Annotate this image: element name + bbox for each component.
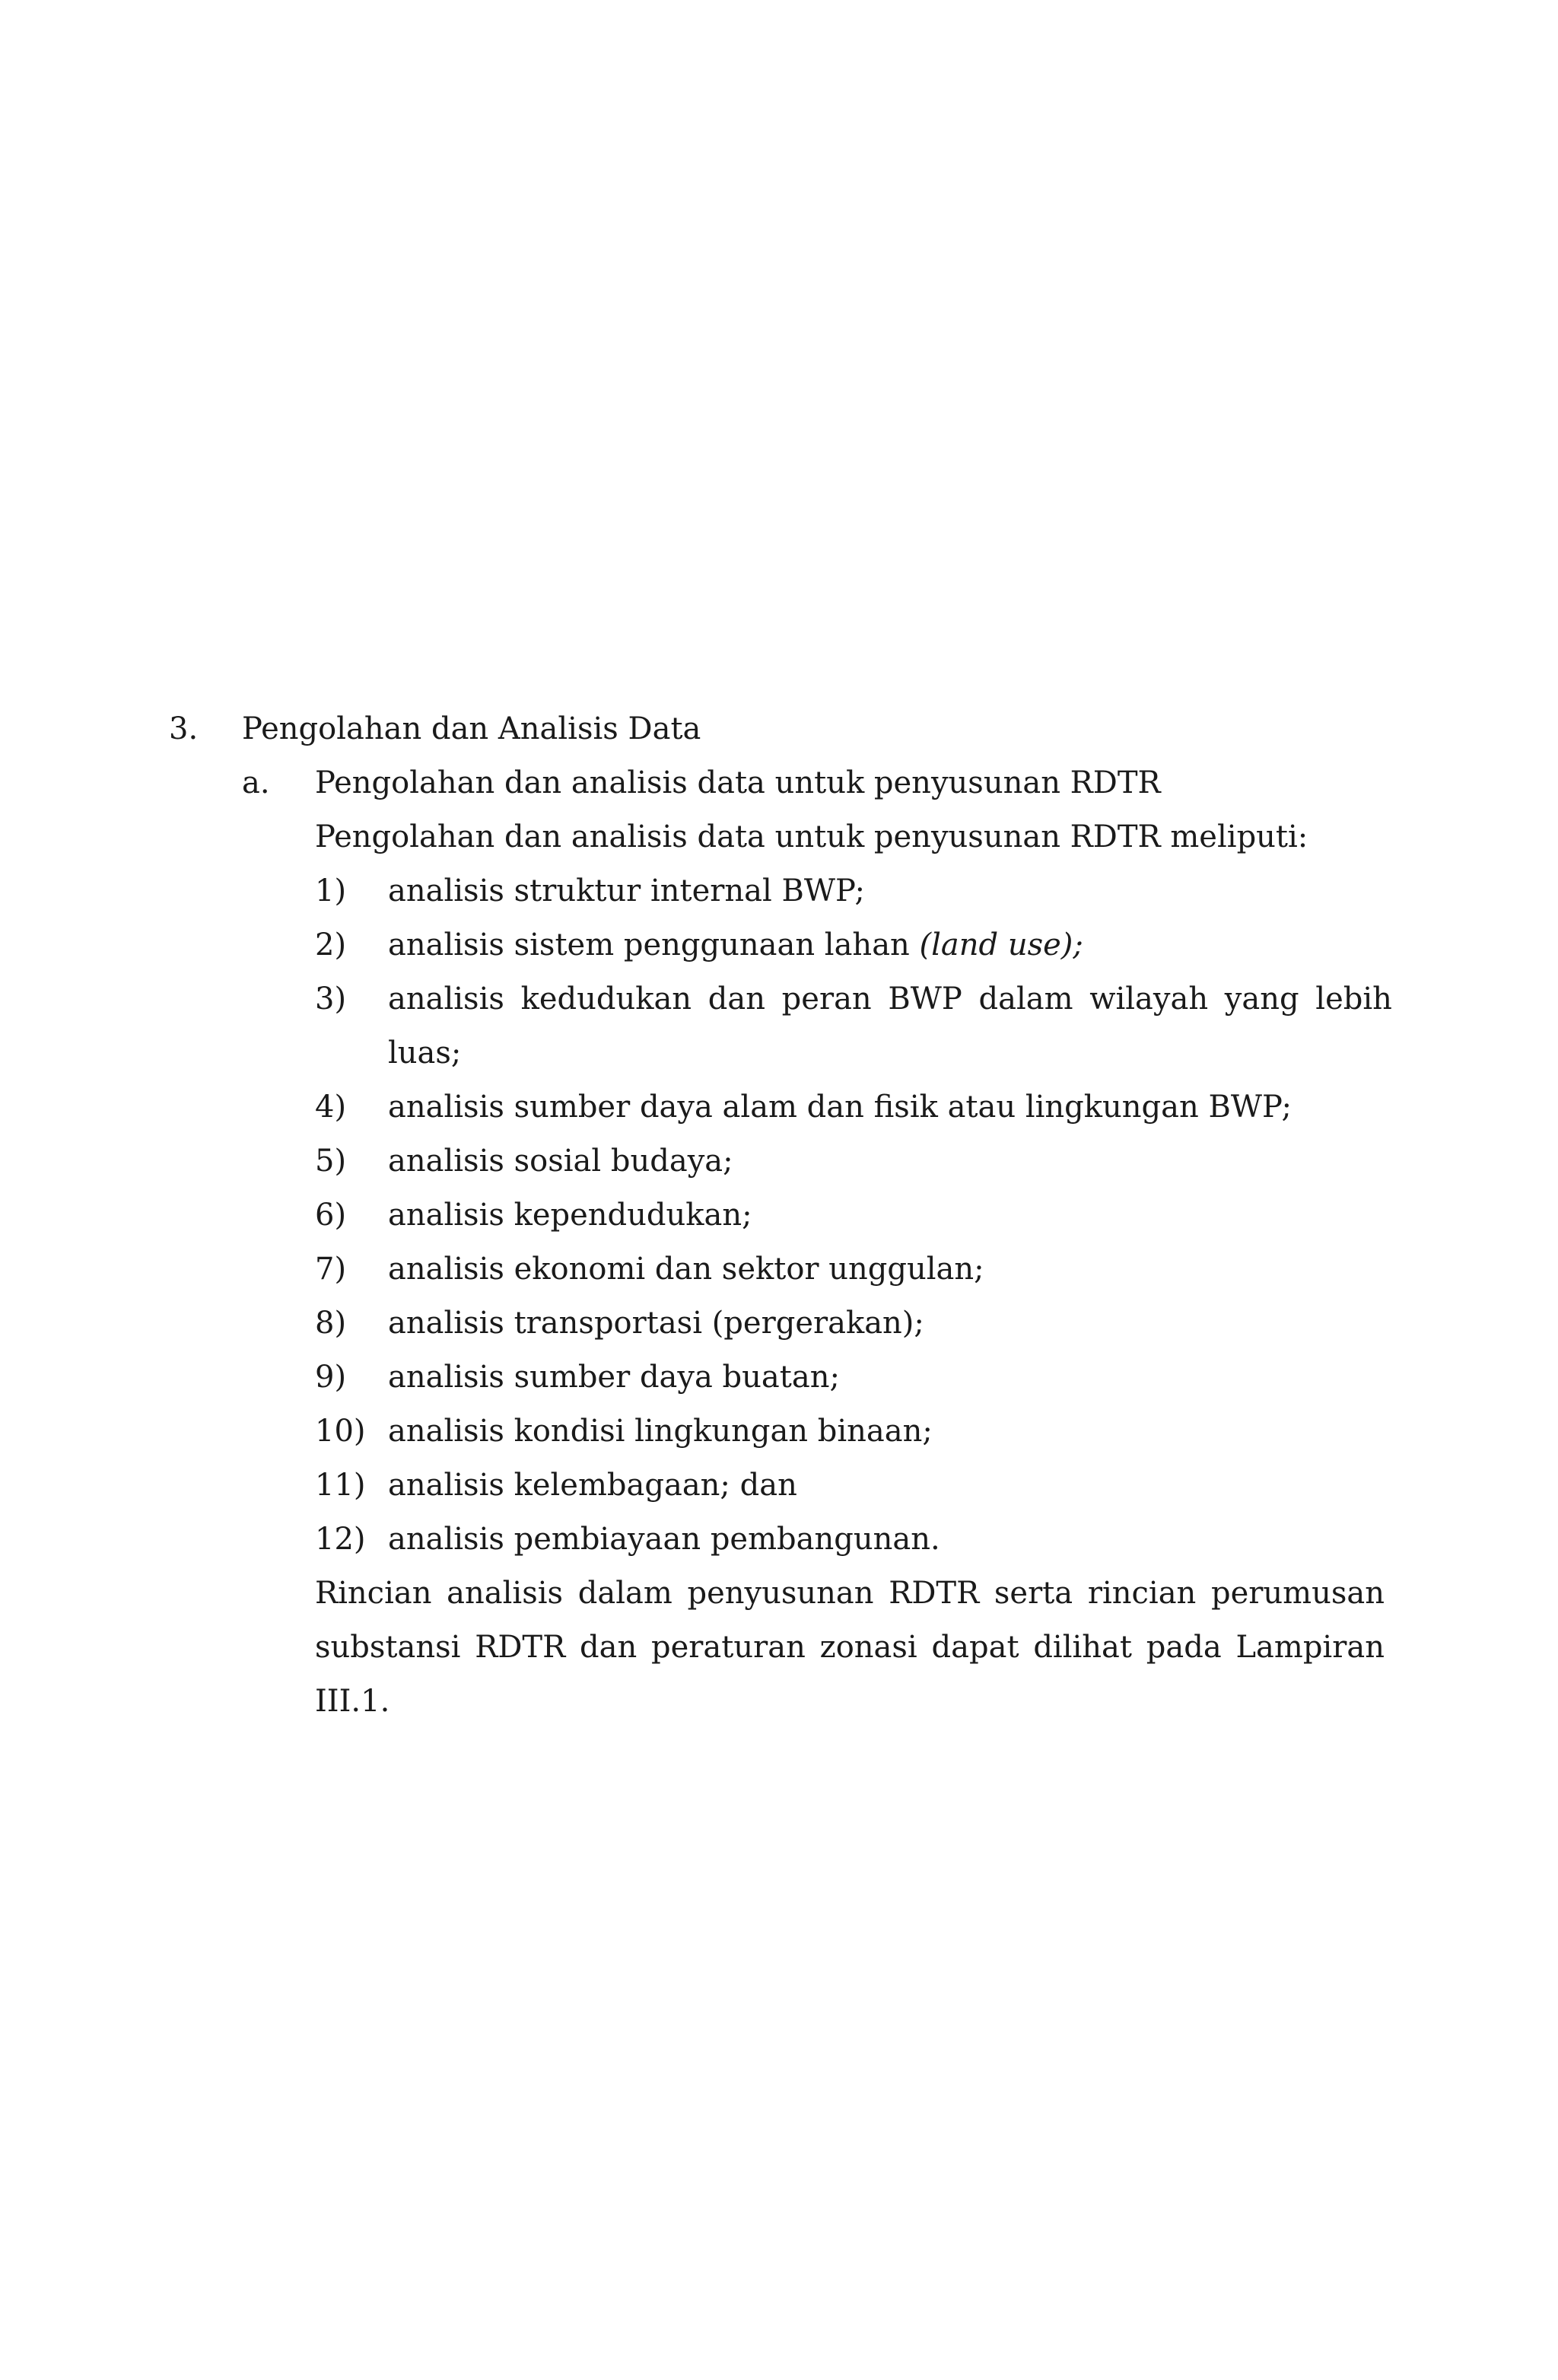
list-item-text: analisis transportasi (pergerakan); <box>388 1306 924 1341</box>
word: dan <box>580 1630 638 1665</box>
list-item-number: 10) <box>315 1414 366 1449</box>
word: serta <box>994 1576 1073 1611</box>
list-item-number: 8) <box>315 1306 347 1341</box>
subsection-title: Pengolahan dan analisis data untuk penyusunan RDTR <box>315 765 1161 800</box>
word: peran <box>781 982 872 1017</box>
word: dalam <box>978 982 1073 1017</box>
list-item-number: 6) <box>315 1198 347 1233</box>
list-item-text-plain: analisis sistem penggunaan lahan <box>388 928 920 963</box>
section-title: Pengolahan dan Analisis Data <box>242 711 701 746</box>
list-item-text-continuation: luas; <box>388 1036 462 1071</box>
word: dan <box>707 982 765 1017</box>
list-item-text: analisis kependudukan; <box>388 1198 752 1233</box>
word: RDTR <box>889 1576 980 1611</box>
list-item-number: 12) <box>315 1522 366 1557</box>
list-item-text <box>388 928 1083 963</box>
word: lebih <box>1315 982 1392 1017</box>
word: pada <box>1146 1630 1222 1665</box>
word: analisis <box>447 1576 564 1611</box>
word: BWP <box>888 982 962 1017</box>
list-item-number: 3) <box>315 982 347 1017</box>
list-item-text: analisis sosial budaya; <box>388 1144 733 1179</box>
list-item-text-italic: (land use); <box>919 928 1083 963</box>
section-number: 3. <box>169 711 199 746</box>
subsection-intro: Pengolahan dan analisis data untuk penyusunan RDTR meliputi: <box>315 819 1308 854</box>
word: yang <box>1224 982 1299 1017</box>
list-item-text: analisis kondisi lingkungan binaan; <box>388 1414 933 1449</box>
list-item-text: analisis struktur internal BWP; <box>388 873 866 908</box>
word: penyusunan <box>687 1576 874 1611</box>
word: wilayah <box>1089 982 1209 1017</box>
subsection-letter: a. <box>242 765 270 800</box>
word: peraturan <box>651 1630 806 1665</box>
word: substansi <box>315 1630 461 1665</box>
word: dalam <box>577 1576 672 1611</box>
list-item-text-justified <box>388 982 1392 1017</box>
word: zonasi <box>819 1630 917 1665</box>
closing-paragraph-line <box>315 1576 1385 1611</box>
list-item-text: analisis ekonomi dan sektor unggulan; <box>388 1252 984 1287</box>
list-item-text: analisis pembiayaan pembangunan. <box>388 1522 940 1557</box>
word: perumusan <box>1211 1576 1385 1611</box>
closing-paragraph-line-last: III.1. <box>315 1684 390 1719</box>
list-item-number: 9) <box>315 1360 347 1395</box>
word: Lampiran <box>1235 1630 1385 1665</box>
closing-paragraph-line <box>315 1630 1385 1665</box>
word: analisis <box>388 982 504 1017</box>
list-item-number: 2) <box>315 928 347 963</box>
list-item-text: analisis kelembagaan; dan <box>388 1468 797 1503</box>
list-item-text: analisis sumber daya buatan; <box>388 1360 840 1395</box>
word: RDTR <box>475 1630 566 1665</box>
word: dilihat <box>1033 1630 1132 1665</box>
word: rincian <box>1087 1576 1197 1611</box>
list-item-number: 5) <box>315 1144 347 1179</box>
list-item-text: analisis sumber daya alam dan fisik atau lingkungan BWP; <box>388 1090 1292 1125</box>
list-item-number: 11) <box>315 1468 366 1503</box>
word: Rincian <box>315 1576 432 1611</box>
list-item-number: 1) <box>315 873 347 908</box>
word: dapat <box>931 1630 1019 1665</box>
list-item-number: 7) <box>315 1252 347 1287</box>
list-item-number: 4) <box>315 1090 347 1125</box>
word: kedudukan <box>520 982 692 1017</box>
